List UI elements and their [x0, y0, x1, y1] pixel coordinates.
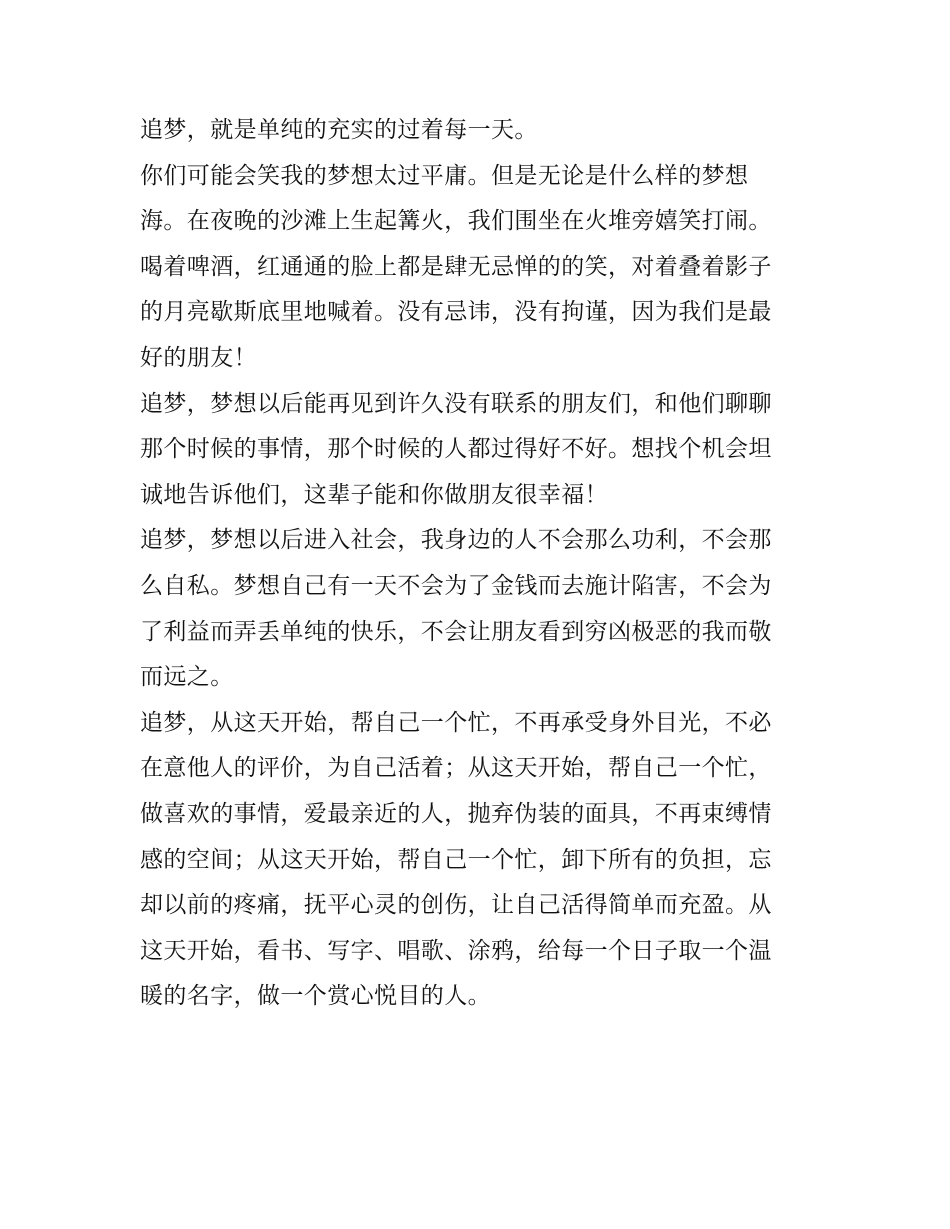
text-line: 这天开始，看书、写字、唱歌、涂鸦，给每一个日子取一个温	[140, 937, 772, 964]
text-line: 追梦，梦想以后能再见到许久没有联系的朋友们，和他们聊聊	[140, 390, 772, 417]
text-line: 感的空间；从这天开始，帮自己一个忙，卸下所有的负担，忘	[140, 846, 772, 873]
text-line: 而远之。	[140, 664, 234, 691]
text-line: 追梦，就是单纯的充实的过着每一天。	[140, 117, 538, 143]
text-line: 诚地告诉他们，这辈子能和你做朋友很幸福！	[140, 481, 608, 508]
text-line: 的月亮歇斯底里地喊着。没有忌讳，没有拘谨，因为我们是最	[140, 299, 772, 326]
document-body	[140, 108, 830, 1020]
text-line: 好的朋友！	[140, 344, 257, 371]
text-line: 喝着啤酒，红通通的脸上都是肆无忌惮的的笑，对着叠着影子	[140, 253, 772, 280]
text-line: 追梦，从这天开始，帮自己一个忙，不再承受身外目光，不必	[140, 709, 772, 736]
text-line: 却以前的疼痛，抚平心灵的创伤，让自己活得简单而充盈。从	[140, 892, 772, 919]
text-line: 追梦，梦想以后进入社会，我身边的人不会那么功利，不会那	[140, 527, 772, 554]
text-line: 你们可能会笑我的梦想太过平庸。但是无论是什么样的梦想	[140, 162, 749, 189]
text-line: 做喜欢的事情，爱最亲近的人，抛弃伪装的面具，不再束缚情	[140, 800, 772, 827]
text-line: 在意他人的评价，为自己活着；从这天开始，帮自己一个忙，	[140, 755, 772, 782]
text-line: 么自私。梦想自己有一天不会为了金钱而去施计陷害，不会为	[140, 572, 772, 599]
text-line: 了利益而弄丢单纯的快乐，不会让朋友看到穷凶极恶的我而敬	[140, 618, 772, 645]
text-line: 暖的名字，做一个赏心悦目的人。	[140, 983, 491, 1010]
text-line: 那个时候的事情，那个时候的人都过得好不好。想找个机会坦	[140, 436, 772, 463]
text-line: 海。在夜晚的沙滩上生起篝火，我们围坐在火堆旁嬉笑打闹。	[140, 208, 772, 235]
